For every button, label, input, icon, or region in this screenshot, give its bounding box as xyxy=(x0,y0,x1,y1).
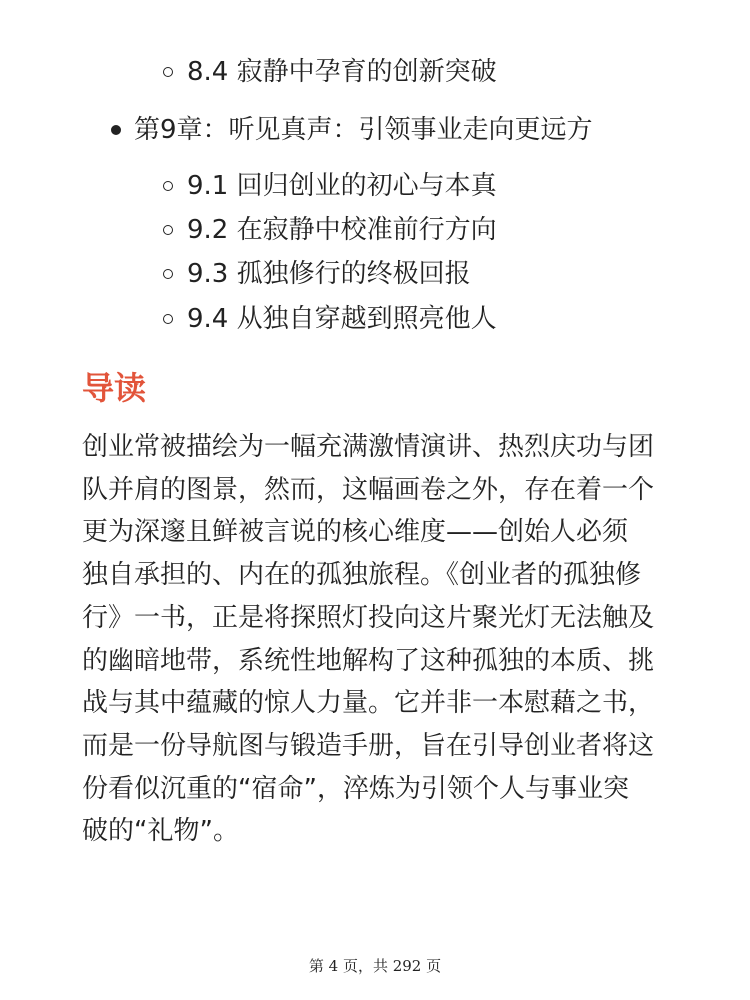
hollow-bullet-icon xyxy=(163,269,173,279)
section-heading: 导读 xyxy=(82,369,147,407)
paragraph-line: 的幽暗地带，系统性地解构了这种孤独的本质、挑 xyxy=(82,645,655,676)
toc-item-label: 第9章：听见真声：引领事业走向更远方 xyxy=(134,115,593,145)
hollow-bullet-icon xyxy=(163,314,173,324)
paragraph-line: 独自承担的、内在的孤独旅程。《创业者的孤独修 xyxy=(82,560,642,591)
toc-item-label: 9.3 孤独修行的终极回报 xyxy=(187,259,471,289)
paragraph-line: 更为深邃且鲜被言说的核心维度——创始人必须 xyxy=(82,517,629,548)
toc-subsection-item[interactable] xyxy=(187,212,497,248)
toc-item-label: 9.2 在寂静中校准前行方向 xyxy=(187,215,497,245)
solid-bullet-icon xyxy=(111,125,121,135)
toc-item-label: 9.1 回归创业的初心与本真 xyxy=(187,171,497,201)
hollow-bullet-icon xyxy=(163,225,173,235)
hollow-bullet-icon xyxy=(163,181,173,191)
paragraph-line: 而是一份导航图与锻造手册，旨在引导创业者将这 xyxy=(82,730,655,761)
paragraph-line: 队并肩的图景，然而，这幅画卷之外，存在着一个 xyxy=(82,474,655,505)
toc-chapter-item[interactable] xyxy=(134,112,593,148)
toc-subsection-item[interactable] xyxy=(187,301,497,337)
intro-paragraph xyxy=(82,426,692,853)
toc-subsection-item[interactable] xyxy=(187,168,497,204)
paragraph-line: 破的“礼物”。 xyxy=(82,816,239,847)
toc-subsection-item[interactable] xyxy=(187,256,471,292)
paragraph-line: 份看似沉重的“宿命”，淬炼为引领个人与事业突 xyxy=(82,773,629,804)
paragraph-line: 行》一书，正是将探照灯投向这片聚光灯无法触及 xyxy=(82,602,655,633)
toc-item-label: 9.4 从独自穿越到照亮他人 xyxy=(187,304,497,334)
page-number-footer: 第 4 页，共 292 页 xyxy=(308,957,442,975)
toc-subsection-item[interactable] xyxy=(187,54,497,90)
paragraph-line: 创业常被描绘为一幅充满激情演讲、热烈庆功与团 xyxy=(82,432,655,462)
toc-item-label: 8.4 寂静中孕育的创新突破 xyxy=(187,57,497,87)
paragraph-line: 战与其中蕴藏的惊人力量。它并非一本慰藉之书， xyxy=(82,688,655,719)
hollow-bullet-icon xyxy=(163,67,173,77)
